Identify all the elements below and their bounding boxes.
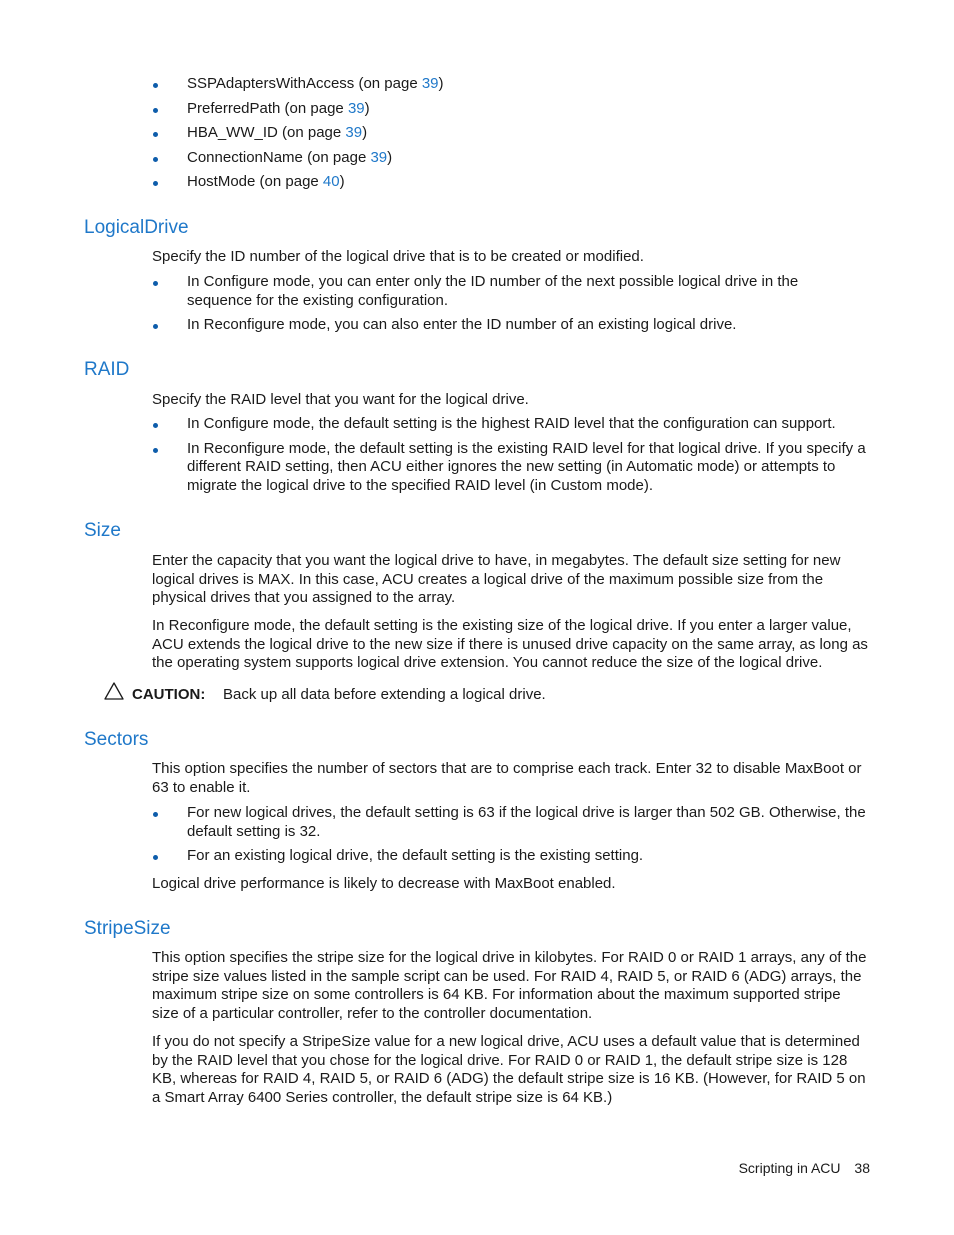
bullet-dot bbox=[153, 281, 158, 286]
list-item: HostMode (on page 40) bbox=[152, 173, 872, 192]
caution-note bbox=[104, 682, 884, 706]
raid-intro: Specify the RAID level that you want for the logical drive. bbox=[152, 391, 529, 408]
bullet-dot bbox=[153, 108, 158, 113]
page-link[interactable]: 39 bbox=[345, 124, 363, 142]
logicaldrive-heading: LogicalDrive bbox=[84, 217, 189, 238]
raid-heading: RAID bbox=[84, 359, 130, 380]
list-item: In Reconfigure mode, the default setting is the existing RAID level for that logical drive. If you specify a different RAID setting, then ACU either ignores the new setting (in Automatic mode) or attempts to migrate the logical drive to the specified RAID level (in Custom mode). bbox=[152, 440, 867, 496]
logicaldrive-bullets bbox=[152, 273, 867, 335]
bullet-dot bbox=[153, 812, 158, 817]
bullet-dot bbox=[153, 448, 158, 453]
stripesize-heading: StripeSize bbox=[84, 918, 171, 939]
page-link[interactable]: 39 bbox=[347, 99, 365, 117]
size-heading: Size bbox=[84, 520, 121, 541]
footer-section-name: Scripting in ACU bbox=[738, 1160, 841, 1176]
bullet-dot bbox=[153, 157, 158, 162]
list-item: In Configure mode, you can enter only the ID number of the next possible logical drive in the sequence for the existing configuration. bbox=[152, 273, 867, 310]
list-item: HBA_WW_ID (on page 39) bbox=[152, 124, 872, 143]
bullet-dot bbox=[153, 132, 158, 137]
list-item: ConnectionName (on page 39) bbox=[152, 149, 872, 168]
sectors-intro: This option specifies the number of sectors that are to comprise each track. Enter 32 to disable MaxBoot or 63 to enable it. bbox=[152, 760, 862, 796]
top-reference-list bbox=[152, 75, 872, 192]
logicaldrive-intro: Specify the ID number of the logical drive that is to be created or modified. bbox=[152, 248, 644, 265]
warning-triangle-icon bbox=[104, 682, 124, 705]
list-item: PreferredPath (on page 39) bbox=[152, 100, 872, 119]
stripesize-paragraph-2: If you do not specify a StripeSize value for a new logical drive, ACU uses a default value that is determined by the RAID level that you chose for the logical drive. For RAID 0 or RAID 1, the default stripe size is 128 KB, whereas for RAID 4, RAID 5, or RAID 6 (ADG) the default stripe size is 16 KB. (However, for RAID 5 on a Smart Array 6400 Series controller, the default stripe size is 64 KB.) bbox=[152, 1033, 866, 1106]
stripesize-paragraph-1: This option specifies the stripe size for the logical drive in kilobytes. For RAID 0 or RAID 1 arrays, any of the stripe size values listed in the sample script can be used. For RAID 4, RAID 5, or RAID 6 (ADG) arrays, the maximum stripe size on some controllers is 64 KB. For information about the maximum supported stripe size of a particular controller, refer to the controller documentation. bbox=[152, 949, 867, 1022]
page-link[interactable]: 39 bbox=[370, 148, 388, 166]
caution-text: Back up all data before extending a logical drive. bbox=[223, 686, 546, 703]
page-link[interactable]: 39 bbox=[421, 75, 439, 92]
bullet-dot bbox=[153, 423, 158, 428]
bullet-dot bbox=[153, 855, 158, 860]
list-item: In Configure mode, the default setting is the highest RAID level that the configuration can support. bbox=[152, 415, 867, 434]
footer-page-number: 38 bbox=[854, 1160, 870, 1176]
size-paragraph-2: In Reconfigure mode, the default setting is the existing size of the logical drive. If you enter a larger value, ACU extends the logical drive to the new size if there is unused drive capacity on the same array, as long as the operating system supports logical drive extension. You cannot reduce the size of the logical drive. bbox=[152, 617, 868, 672]
list-item: For new logical drives, the default setting is 63 if the logical drive is larger than 502 GB. Otherwise, the default setting is 32. bbox=[152, 804, 867, 841]
bullet-dot bbox=[153, 324, 158, 329]
sectors-bullets bbox=[152, 804, 867, 866]
page-link[interactable]: 40 bbox=[322, 173, 340, 191]
sectors-heading: Sectors bbox=[84, 729, 149, 750]
list-item: SSPAdaptersWithAccess (on page 39) bbox=[152, 75, 872, 94]
caution-label: CAUTION: bbox=[132, 686, 206, 703]
list-item: For an existing logical drive, the default setting is the existing setting. bbox=[152, 847, 867, 866]
bullet-dot bbox=[153, 181, 158, 186]
size-paragraph-1: Enter the capacity that you want the logical drive to have, in megabytes. The default size setting for new logical drives is MAX. In this case, ACU creates a logical drive of the maximum possible size from the physical drives that you assigned to the array. bbox=[152, 552, 841, 607]
page-footer bbox=[739, 1159, 870, 1177]
sectors-outro: Logical drive performance is likely to decrease with MaxBoot enabled. bbox=[152, 875, 616, 892]
bullet-dot bbox=[153, 83, 158, 88]
list-item: In Reconfigure mode, you can also enter the ID number of an existing logical drive. bbox=[152, 316, 867, 335]
raid-bullets bbox=[152, 415, 867, 495]
